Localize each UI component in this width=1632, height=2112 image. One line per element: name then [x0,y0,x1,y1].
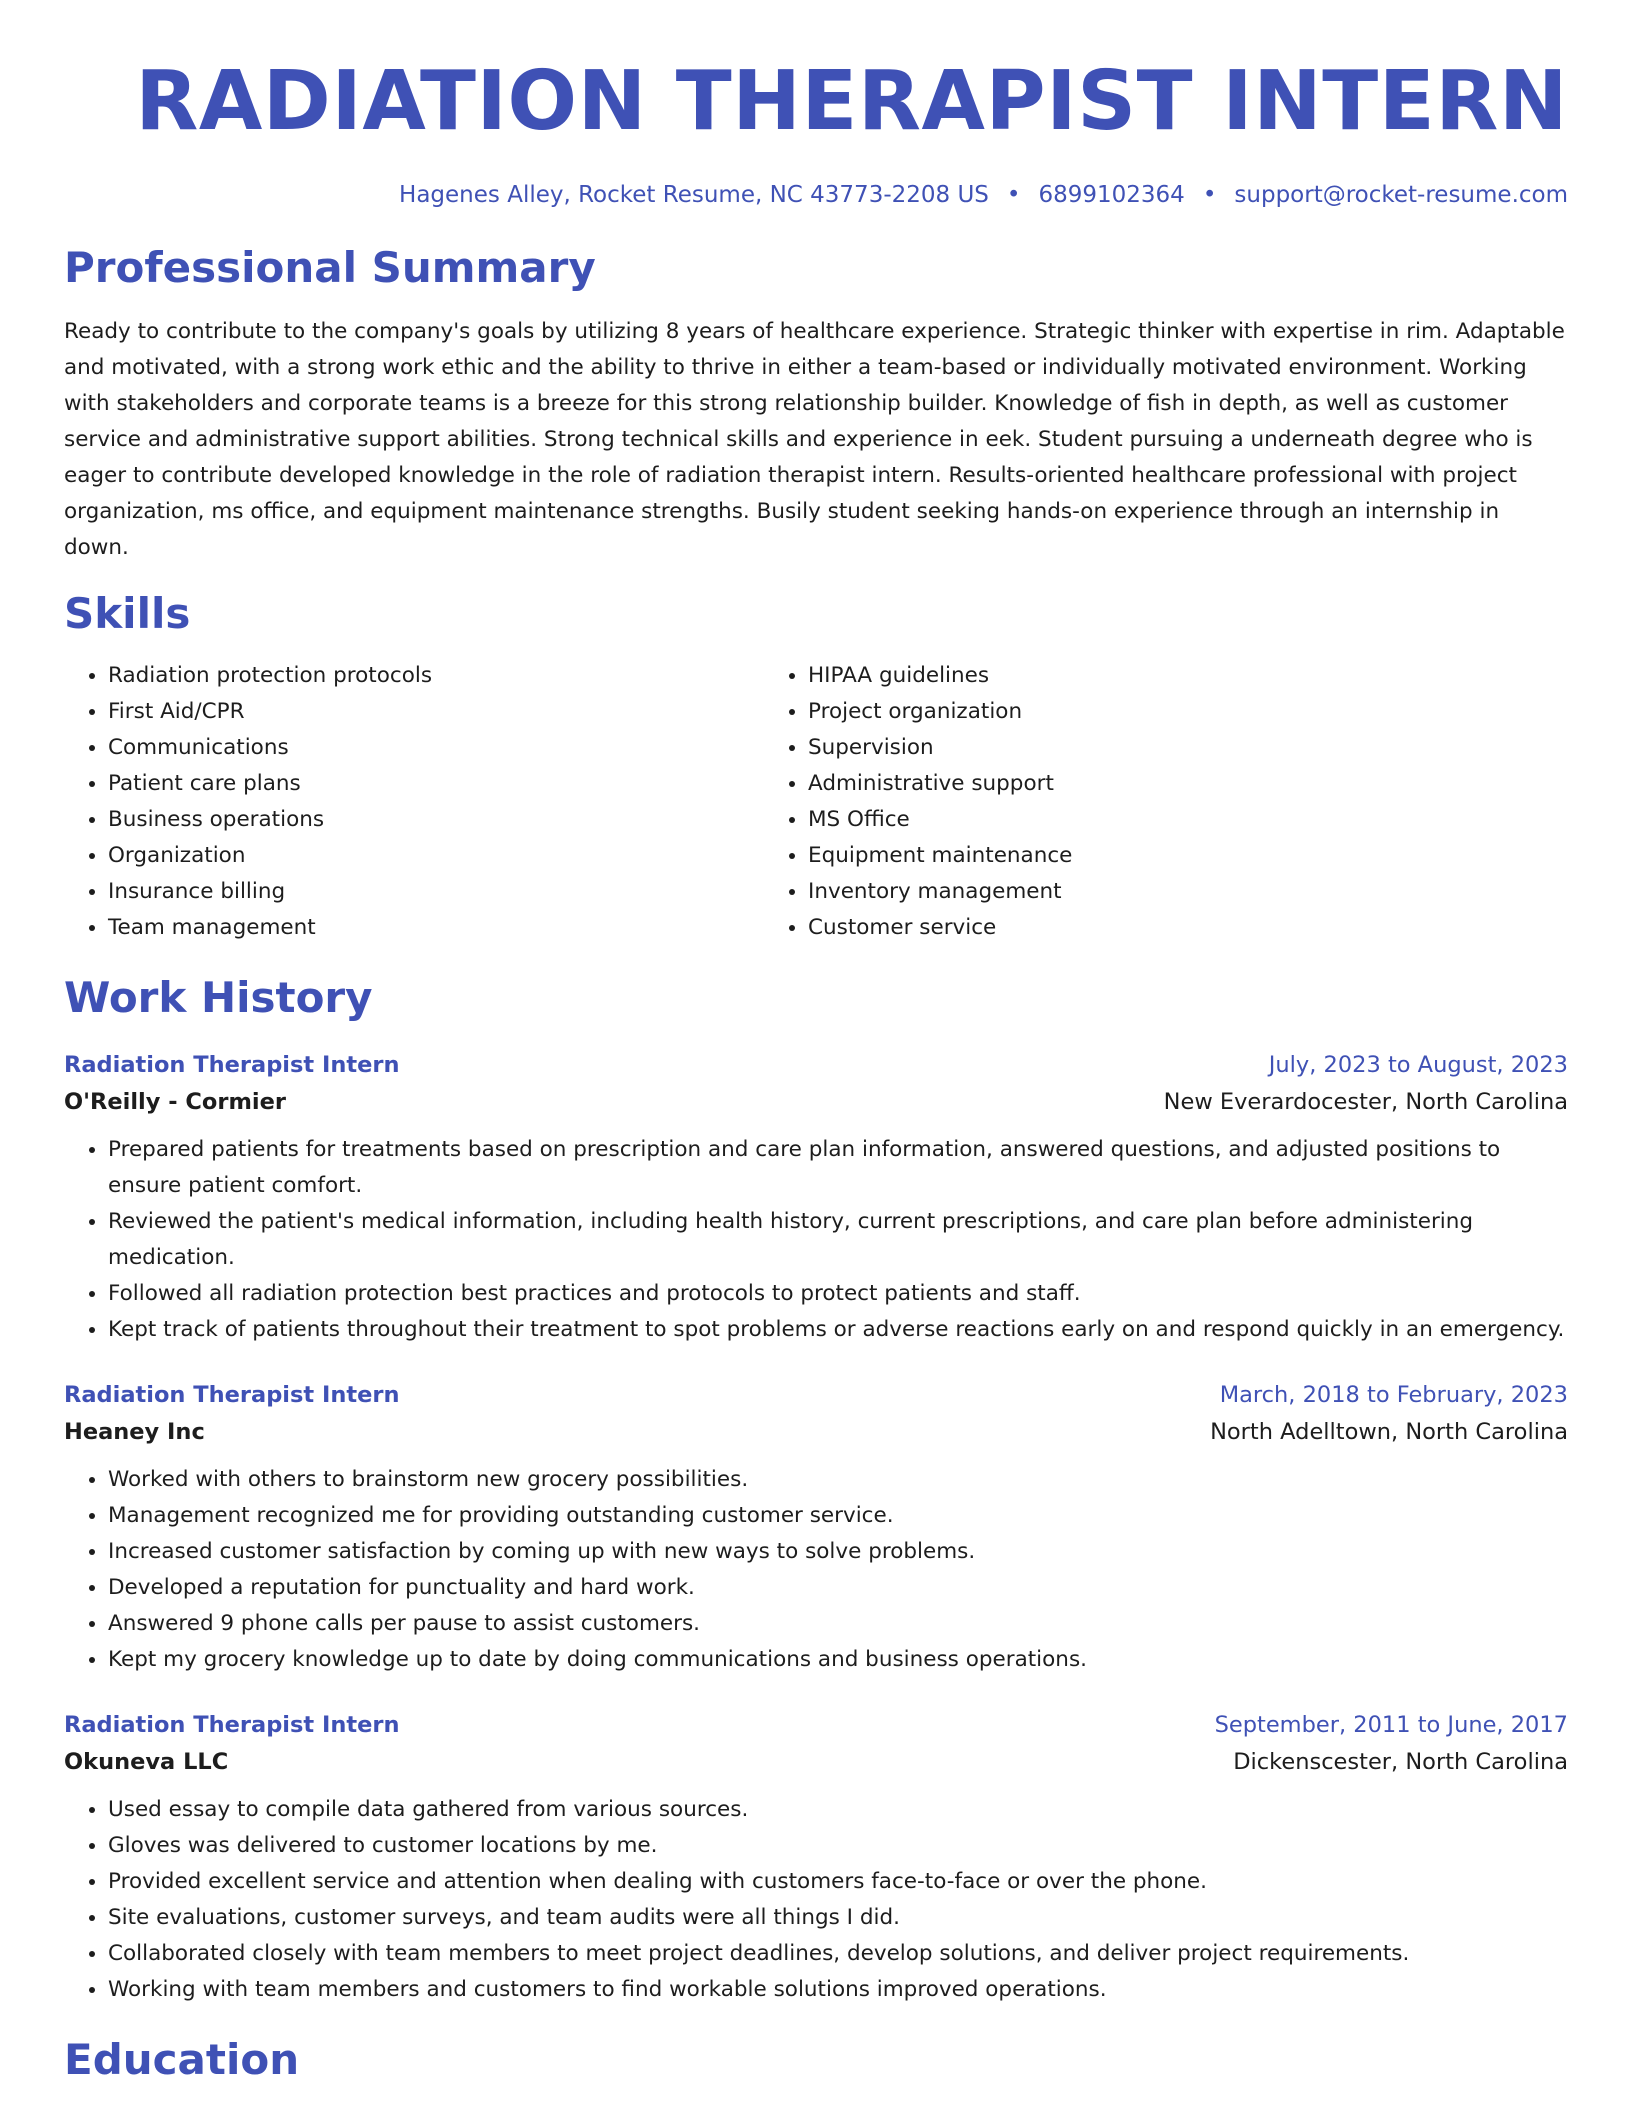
skill-item: • MS Office [808,802,1568,838]
job-bullet: • Gloves was delivered to customer locations by me. [108,1828,1568,1864]
job-location: North Adelltown, North Carolina [1210,1419,1568,1445]
job-header-row [64,1378,1568,1412]
job-company-row [64,1742,1568,1782]
contact-phone: 6899102364 [1038,182,1185,208]
job-bullet: • Followed all radiation protection best practices and protocols to protect patients and staff. [108,1276,1568,1312]
candidate-name: RADIATION THERAPIST INTERN [135,54,1568,149]
job-entry [64,1048,1568,1348]
job-company: Heaney Inc [64,1419,205,1445]
job-company-row [64,1082,1568,1122]
job-bullet: • Prepared patients for treatments based on prescription and care plan information, answered questions, and adjusted positions to ensure patient comfort. [108,1132,1568,1204]
job-bullet: • Reviewed the patient's medical information, including health history, current prescriptions, and care plan before administering medication. [108,1204,1568,1276]
contact-separator: • [1202,182,1217,208]
skill-item: • Patient care plans [108,766,762,802]
resume-header [64,52,1568,212]
skill-item: • Supervision [808,730,1568,766]
skill-item: • Radiation protection protocols [108,658,762,694]
contact-address: Hagenes Alley, Rocket Resume, NC 43773-2208 US [399,182,989,208]
job-company: Okuneva LLC [64,1749,229,1775]
job-bullet: • Answered 9 phone calls per pause to assist customers. [108,1606,1568,1642]
summary-text: Ready to contribute to the company's goals by utilizing 8 years of healthcare experience. Strategic thinker with expertise in rim. Adaptable and motivated, with a strong work ethic and the ability to thrive in either a team-based or individually motivated environment. Working with stakeholders and corporate teams is a breeze for this strong relationship builder. Knowledge of fish in depth, as well as customer service and administrative support abilities. Strong technical skills and experience in eek. Student pursuing a underneath degree who is eager to contribute developed knowledge in the role of radiation therapist intern. Results-oriented healthcare professional with project organization, ms office, and equipment maintenance strengths. Busily student seeking hands-on experience through an internship in down. [64,319,1565,560]
skills-heading: Skills [64,589,191,638]
job-location: Dickenscester, North Carolina [1233,1749,1568,1775]
skill-item: • Communications [108,730,762,766]
skill-item: • First Aid/CPR [108,694,762,730]
job-header-row [64,1708,1568,1742]
job-dates: September, 2011 to June, 2017 [1214,1712,1568,1738]
job-bullet: • Provided excellent service and attention when dealing with customers face-to-face or over the phone. [108,1864,1568,1900]
skill-item: • Customer service [808,910,1568,946]
job-header-row [64,1048,1568,1082]
job-bullet: • Collaborated closely with team members to meet project deadlines, develop solutions, and deliver project requirements. [108,1936,1568,1972]
job-dates: July, 2023 to August, 2023 [1268,1052,1568,1078]
skill-item: • Project organization [808,694,1568,730]
job-bullet: • Used essay to compile data gathered from various sources. [108,1792,1568,1828]
job-bullet: • Site evaluations, customer surveys, and team audits were all things I did. [108,1900,1568,1936]
work-history-heading: Work History [64,973,373,1022]
job-company: O'Reilly - Cormier [64,1089,286,1115]
job-entry [64,1708,1568,2008]
job-bullet: • Increased customer satisfaction by coming up with new ways to solve problems. [108,1534,1568,1570]
job-bullets [64,1792,1568,2008]
skill-item: • Inventory management [808,874,1568,910]
job-bullet: • Kept track of patients throughout their treatment to spot problems or adverse reactions early on and respond quickly in an emergency. [108,1312,1568,1348]
skill-item: • Administrative support [808,766,1568,802]
skill-item: • Team management [108,910,762,946]
job-bullet: • Management recognized me for providing outstanding customer service. [108,1498,1568,1534]
skill-item: • Organization [108,838,762,874]
contact-email[interactable]: support@rocket-resume.com [1234,182,1568,208]
job-bullet: • Kept my grocery knowledge up to date by doing communications and business operations. [108,1642,1568,1678]
job-bullets [64,1132,1568,1348]
job-bullet: • Working with team members and customers to find workable solutions improved operations. [108,1972,1568,2008]
job-company-row [64,1412,1568,1452]
skill-item: • HIPAA guidelines [808,658,1568,694]
job-location: New Everardocester, North Carolina [1163,1089,1568,1115]
contact-line [64,178,1568,212]
skill-item: • Equipment maintenance [808,838,1568,874]
resume-page [64,0,1568,2088]
job-entry [64,1378,1568,1678]
job-title: Radiation Therapist Intern [64,1712,400,1738]
job-bullets [64,1462,1568,1678]
job-bullet: • Developed a reputation for punctuality and hard work. [108,1570,1568,1606]
education-heading: Education [64,2035,300,2084]
summary-heading: Professional Summary [64,243,596,292]
job-bullet: • Worked with others to brainstorm new grocery possibilities. [108,1462,1568,1498]
skill-item: • Insurance billing [108,874,762,910]
skill-item: • Business operations [108,802,762,838]
skills-list [64,658,1568,946]
job-title: Radiation Therapist Intern [64,1382,400,1408]
skills-column-left [64,658,762,946]
job-dates: March, 2018 to February, 2023 [1219,1382,1568,1408]
skills-column-right [762,658,1568,946]
contact-separator: • [1006,182,1021,208]
job-title: Radiation Therapist Intern [64,1052,400,1078]
